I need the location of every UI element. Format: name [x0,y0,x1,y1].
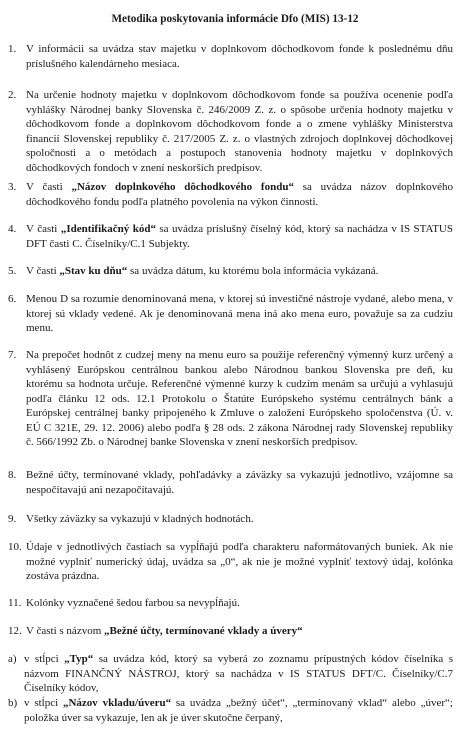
item-text: Kolónky vyznačené šedou farbou sa nevypĺňajú. [26,597,240,609]
item-number: 5. [8,265,17,277]
list-item-4 [8,222,453,251]
sub-item-letter: a) [8,653,17,665]
item-text: V informácii sa uvádza stav majetku v doplnkovom dôchodkovom fonde k poslednému dňu príslušného kalendárneho mesiaca. [26,43,453,70]
list-item-6 [8,292,453,336]
item-text: Údaje v jednotlivých častiach sa vypĺňajú podľa charakteru naformátovaných buniek. Ak nie možné vyplniť numerický údaj, uvádza sa „0“, ak nie je možné vyplniť textový údaj, kolónka zostáva prázdna. [26,541,453,582]
list-item-11 [8,596,453,611]
item-number: 11. [8,597,22,609]
item-number: 9. [8,513,17,525]
field-name: „Názov doplnkového dôchodkového fondu“ [71,181,294,193]
list-item-9 [8,512,453,527]
field-name: „Stav ku dňu“ [59,265,128,277]
item-number: 10. [8,541,22,553]
document-title: Metodika poskytovania informácie Dfo (MIS) 13-12 [111,13,359,25]
item-number: 6. [8,293,17,305]
section-name: „Bežné účty, termínované vklady a úvery“ [104,625,303,637]
sub-item-text: v stĺpci „Názov vkladu/úveru“ sa uvádza „bežný účet“, „termínovaný vklad“ alebo „úver“; položka úver sa vykazuje, len ak je úver skutočne čerpaný, [24,697,453,724]
column-name: „Typ“ [64,653,94,665]
item-number: 4. [8,223,17,235]
item-number: 2. [8,89,17,101]
list-item-2 [8,88,453,175]
list-item-12 [8,624,453,639]
sub-item-b [8,696,453,725]
item-text: V časti „Stav ku dňu“ sa uvádza dátum, ku ktorému bola informácia vykázaná. [26,265,379,277]
list-item-10 [8,540,453,584]
item-text: Na určenie hodnoty majetku v doplnkovom dôchodkovom fonde sa používa ocenenie podľa vyhlášky Národnej banky Slovenska č. 246/2009 Z. z. o spôsobe určenia hodnoty majetku v dôchodkovom fonde a doplnkovom dôchodkovom fonde a o zmene vyhlášky Ministerstva financií Slovenskej republiky č. 217/2005 Z. z. o vlastných zdrojoch doplnkovej dôchodkovej spoločnosti a o metódach a postupoch stanovenia hodnoty majetku v doplnkových dôchodkových fondoch v znení neskorších predpisov. [26,89,453,174]
item-text: V časti „Identifikačný kód“ sa uvádza príslušný číselný kód, ktorý sa nachádza v IS STATUS DFT časti C. Číselníky/C.1 Subjekty. [26,223,453,250]
field-name: „Identifikačný kód“ [60,223,156,235]
item-text: Všetky záväzky sa vykazujú v kladných hodnotách. [26,513,254,525]
item-text: V časti „Názov doplnkového dôchodkového fondu“ sa uvádza názov doplnkového dôchodkového fondu podľa platného povolenia na výkon činnosti. [26,181,454,208]
list-item-7 [8,348,453,450]
list-item-8 [8,468,453,497]
sub-item-letter: b) [8,697,18,709]
column-name: „Názov vkladu/úveru“ [62,697,172,709]
item-text: Bežné účty, termínované vklady, pohľadávky a záväzky sa vykazujú jednotlivo, vzájomne sa nespočítavajú ani nezapočítavajú. [26,469,453,496]
list-item-5 [8,264,453,279]
item-text: V časti s názvom „Bežné účty, termínované vklady a úvery“ [26,625,303,637]
list-item-3 [8,180,453,209]
item-text: Menou D sa rozumie denominovaná mena, v ktorej sú investičné nástroje vydané, alebo mena, v ktorej sú vklady vedené. Ak je denominovaná mena iná ako mena euro, považuje sa za cudziu menu. [26,293,453,334]
item-number: 8. [8,469,17,481]
sub-item-a [8,652,453,696]
sub-item-text: v stĺpci „Typ“ sa uvádza kód, ktorý sa vyberá zo zoznamu prípustných kódov číselníka s názvom FINANČNÝ NÁSTROJ, ktorý sa nachádza v IS STATUS DFT/C. Číselníky/C.7 Číselníky kódov, [24,653,453,694]
item-number: 1. [8,43,17,55]
item-number: 7. [8,349,17,361]
list-item-1 [8,42,453,71]
item-number: 12. [8,625,22,637]
item-text: Na prepočet hodnôt z cudzej meny na menu euro sa použije referenčný výmenný kurz určený a vyhlásený Európskou centrálnou bankou alebo Národnou bankou Slovenska pre deň, ku ktorému sa hodnota určuje. Referenčné výmenné kurzy k cudzím menám sa určujú a vyhlasujú podľa článku 12 ods. 12.1 Protokolu o Štatúte Európskeho systému centrálnych bánk a Európskej centrálnej banky pripojeného k Zmluve o založení Európskeho spoločenstva (Ú. v. EÚ C 321E, 29. 12. 2006) alebo podľa § 28 ods. 2 zákona Národnej rady Slovenskej republiky č. 566/1992 Zb. o Národnej banke Slovenska v znení neskorších predpisov. [26,349,453,448]
item-number: 3. [8,181,17,193]
